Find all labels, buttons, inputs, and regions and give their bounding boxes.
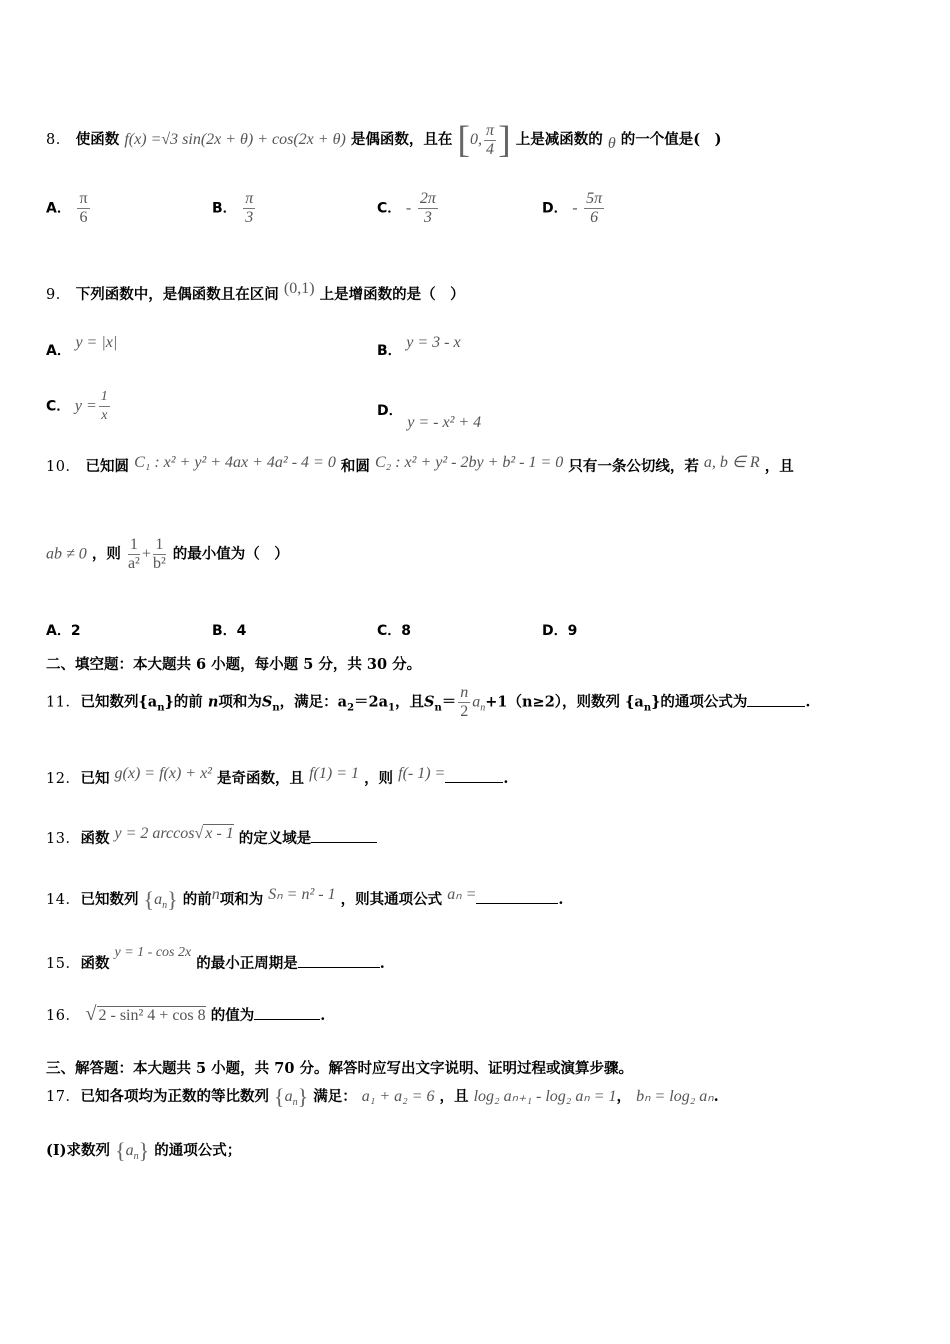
interval-start: 0, (470, 131, 483, 148)
question-number: 12． (46, 771, 81, 787)
question-14: 14．已知数列 $\{a_n\}$ 的前n项和为 Sₙ = n² - 1 ，则其通项公式 aₙ = . (46, 886, 564, 912)
option-label: A． (46, 200, 71, 217)
question-number: 11． (46, 694, 81, 711)
fraction-1-a2: $\frac{1}{\text{a²}}$ (127, 536, 140, 572)
option-b[interactable] (212, 190, 257, 227)
option-c[interactable] (377, 190, 440, 227)
interval: (0,1) (283, 280, 315, 297)
question-text: 的最小值为（ ） (172, 545, 289, 563)
option-c[interactable] (377, 620, 411, 640)
question-12: 12．已知 g(x) = f(x) + x² 是奇函数，且 f(1) = 1 ，则 f(- 1) = . (46, 765, 509, 787)
question-10-continued (46, 536, 289, 573)
option-d[interactable] (542, 190, 606, 227)
option-label: D． (542, 623, 568, 639)
answer-blank[interactable] (254, 1019, 320, 1020)
sqrt-content: x - 1 (205, 825, 234, 842)
option-fraction: $\frac{2\pi}{3}$ (419, 190, 436, 226)
option-d[interactable] (377, 400, 481, 432)
circle-c2: C₂ : x² + y² - 2by + b² - 1 = 0 (374, 454, 564, 471)
sqrt-symbol: √ (194, 825, 204, 842)
option-label: A． (46, 623, 71, 639)
interval-fraction: $\frac{\pi}{4}$ (486, 121, 495, 158)
question-number: 16． (46, 1008, 81, 1024)
section-heading-solutions: 三、解答题：本大题共 5 小题，共 70 分。解答时应写出文字说明、证明过程或演算步骤。 (46, 1060, 633, 1077)
option-expr: y = |x| (75, 334, 118, 351)
answer-blank[interactable] (298, 967, 380, 968)
math-expression: log₂ aₙ₊₁ - log₂ aₙ = 1 (473, 1088, 617, 1105)
question-text: 是偶函数，且在 (350, 131, 453, 148)
question-11: 11．已知数列$\{a_n\}$的前 n项和为$S_n$，满足：$a_2=2a_1$，且$S_n=$ $\frac{n}{2}$ $a_n+1(n\ge 2)$，则数列 $\{a_n\}$的通项公式为 . (46, 684, 811, 720)
option-value: 8 (401, 623, 412, 639)
option-fraction: $\frac{\pi}{3}$ (245, 190, 254, 226)
question-number: 15． (46, 956, 81, 972)
option-label: B． (212, 623, 237, 639)
question-10 (46, 452, 794, 476)
option-label: C． (377, 200, 402, 217)
question-number: 14． (46, 892, 81, 908)
bracket-right: ] (498, 119, 511, 161)
option-c[interactable] (46, 388, 112, 425)
sqrt-content: 2 - sin² 4 + cos 8 (98, 1007, 206, 1024)
condition-nonzero: ab ≠ 0 (46, 545, 87, 563)
option-label: D． (377, 403, 403, 419)
question-13: 13．函数 y = 2 arccos√ x - 1 的定义域是 (46, 825, 377, 848)
question-text: 只有一条公切线，若 (568, 458, 699, 475)
option-label: D． (542, 200, 568, 217)
answer-blank[interactable] (445, 782, 503, 783)
theta-symbol: θ (607, 134, 616, 152)
question-number: 9． (46, 286, 71, 303)
option-label: B． (377, 343, 402, 359)
fraction-1-b2: $\frac{1}{\text{b²}}$ (152, 536, 166, 572)
question-text: 使函数 (75, 131, 120, 148)
question-text: 的一个值是( ) (620, 131, 722, 148)
answer-blank[interactable] (311, 842, 377, 843)
question-17-part-1: (I)求数列 $\{a_n\}$ 的通项公式； (46, 1138, 242, 1163)
bracket-left: [ (457, 119, 471, 161)
option-value: 9 (567, 623, 578, 639)
question-15: 15．函数 y = 1 - cos 2x 的最小正周期是 . (46, 945, 385, 972)
option-a[interactable] (46, 334, 117, 360)
question-text: 上是减函数的 (515, 131, 603, 148)
section-heading-fill-in: 二、填空题：本大题共 6 小题，每小题 5 分，共 30 分。 (46, 656, 422, 673)
option-label: B． (212, 200, 237, 217)
math-expression: aₙ = (447, 886, 477, 903)
option-expr: y = - x² + 4 (407, 414, 482, 431)
condition-ab: a, b ∈ R (703, 454, 760, 471)
math-function-lhs: f(x) = (124, 131, 162, 148)
option-fraction: $\frac{1}{x}$ (100, 389, 108, 423)
question-16: 16． √ 2 - sin² 4 + cos 8 的值为 . (46, 1003, 326, 1025)
sequence-a: a (284, 1088, 293, 1105)
math-expression: y = 1 - cos 2x (114, 945, 192, 960)
option-value: 2 (70, 623, 81, 639)
answer-blank[interactable] (476, 903, 558, 904)
question-8 (46, 118, 722, 162)
math-expression: f(1) = 1 (309, 765, 359, 782)
question-17: 17．已知各项均为正数的等比数列 $\{a_n\}$ 满足： a₁ + a₂ = 6 ，且 log₂ aₙ₊₁ - log₂ aₙ = 1， bₙ = log₂ aₙ. (46, 1084, 719, 1109)
question-9 (46, 280, 465, 304)
option-sign: - (572, 199, 578, 217)
question-number: 13． (46, 831, 81, 847)
option-a[interactable] (46, 620, 81, 640)
question-number: 10． (46, 459, 81, 475)
option-lhs: y = (74, 397, 97, 415)
option-sign: - (405, 199, 412, 217)
question-text: ，且 (764, 458, 794, 475)
option-label: A． (46, 343, 71, 359)
math-expression: y = 2 arccos (114, 825, 195, 842)
option-fraction: $\frac{\pi}{6}$ (79, 190, 88, 226)
question-number: 8． (46, 132, 71, 148)
option-expr: y = 3 - x (406, 334, 461, 351)
option-b[interactable] (212, 620, 246, 640)
sqrt-symbol: √ (85, 1003, 97, 1025)
option-label: C． (46, 398, 71, 415)
question-text: ，则 (91, 545, 121, 563)
option-a[interactable] (46, 190, 92, 227)
question-text: 已知圆 (85, 458, 130, 475)
sqrt-symbol: √ (161, 131, 171, 148)
math-expression: g(x) = f(x) + x² (114, 765, 212, 782)
question-text: 和圆 (340, 458, 370, 475)
question-number: 17． (46, 1089, 81, 1105)
sequence-a: a (125, 1142, 134, 1159)
math-expression: Sₙ = n² - 1 (268, 886, 336, 903)
math-expression: f(- 1) = (398, 765, 446, 782)
question-text: 下列函数中，是偶函数且在区间 (75, 285, 279, 303)
math-expression: bₙ = log₂ aₙ (636, 1088, 714, 1105)
fraction-n-over-2: $\frac{n}{2}$ (460, 684, 469, 720)
plus-sign: + (141, 545, 151, 563)
option-b[interactable] (377, 334, 461, 360)
circle-c1: C₁ : x² + y² + 4ax + 4a² - 4 = 0 (134, 454, 336, 471)
sequence-a: a (154, 891, 163, 908)
question-text: 上是增函数的是（ ） (319, 285, 465, 303)
option-fraction: $\frac{5\pi}{6}$ (586, 190, 603, 226)
option-label: C． (377, 623, 402, 639)
math-expression: a₁ + a₂ = 6 (361, 1088, 435, 1105)
option-d[interactable] (542, 620, 577, 640)
answer-blank[interactable] (747, 706, 805, 707)
math-function-rhs: 3 sin(2x + θ) + cos(2x + θ) (170, 131, 346, 148)
option-value: 4 (236, 623, 247, 639)
